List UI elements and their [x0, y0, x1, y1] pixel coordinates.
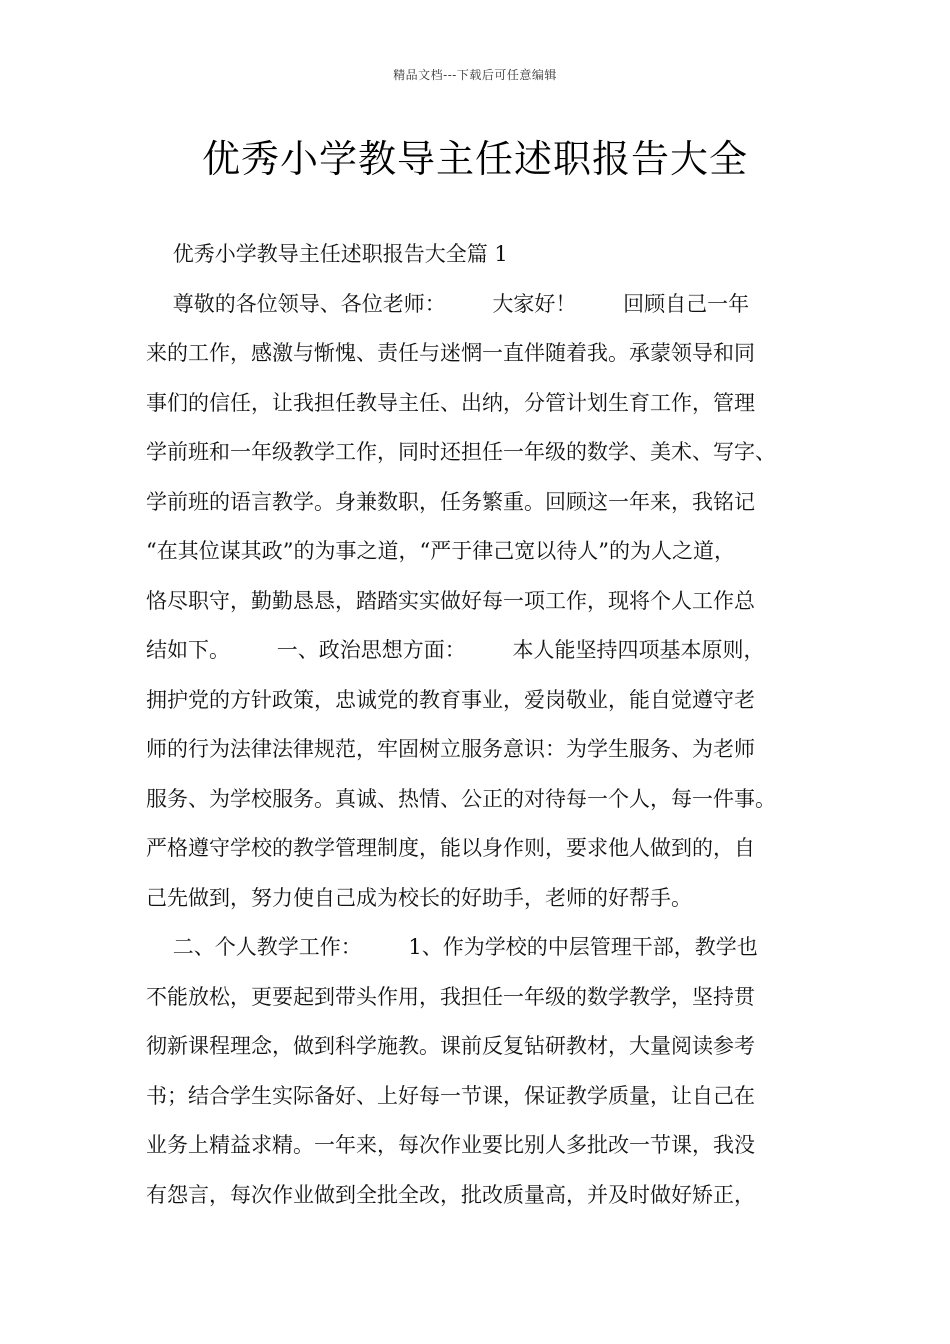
document-body: [146, 230, 836, 1220]
body-line: 事们的信任，让我担任教导主任、出纳，分管计划生育工作，管理: [146, 390, 755, 415]
body-line: 学前班的语言教学。身兼数职，任务繁重。回顾这一年来，我铭记: [146, 489, 755, 514]
body-line: 不能放松，更要起到带头作用，我担任一年级的数学教学，坚持贯: [146, 984, 755, 1009]
body-line: 结如下。 一、政治思想方面： 本人能坚持四项基本原则，: [146, 638, 765, 662]
body-line: 尊敬的各位领导、各位老师： 大家好！ 回顾自己一年: [146, 291, 750, 316]
body-line: 彻新课程理念，做到科学施教。课前反复钻研教材，大量阅读参考: [146, 1034, 755, 1058]
document-title: 优秀小学教导主任述职报告大全: [201, 137, 748, 181]
body-line: 优秀小学教导主任述职报告大全篇 1: [146, 242, 508, 266]
body-line: 来的工作，感激与惭愧、责任与迷惘一直伴随着我。承蒙领导和同: [146, 341, 755, 365]
body-line: 严格遵守学校的教学管理制度，能以身作则，要求他人做到的，自: [146, 836, 755, 860]
body-line: 服务、为学校服务。真诚、热情、公正的对待每一个人，每一件事。: [146, 786, 776, 811]
body-line: 业务上精益求精。一年来，每次作业要比别人多批改一节课，我没: [146, 1133, 755, 1157]
body-line: 己先做到，努力使自己成为校长的好助手，老师的好帮手。: [146, 885, 692, 910]
body-line: 师的行为法律法律规范，牢固树立服务意识：为学生服务、为老师: [146, 737, 755, 761]
body-line: 恪尽职守，勤勤恳恳，踏踏实实做好每一项工作，现将个人工作总: [146, 588, 755, 613]
body-line: 拥护党的方针政策，忠诚党的教育事业，爱岗敬业，能自觉遵守老: [146, 687, 755, 712]
body-line: 有怨言，每次作业做到全批全改，批改质量高，并及时做好矫正，: [146, 1182, 755, 1207]
body-line: 二、个人教学工作： 1、作为学校的中层管理干部，教学也: [146, 935, 758, 959]
header-note: 精品文档---下载后可任意编辑: [393, 68, 557, 82]
body-line: 书；结合学生实际备好、上好每一节课，保证教学质量，让自己在: [146, 1083, 755, 1108]
body-line: 学前班和一年级教学工作，同时还担任一年级的数学、美术、写字、: [146, 440, 776, 464]
body-line: “在其位谋其政”的为事之道，“严于律己宽以待人”的为人之道，: [146, 539, 735, 563]
